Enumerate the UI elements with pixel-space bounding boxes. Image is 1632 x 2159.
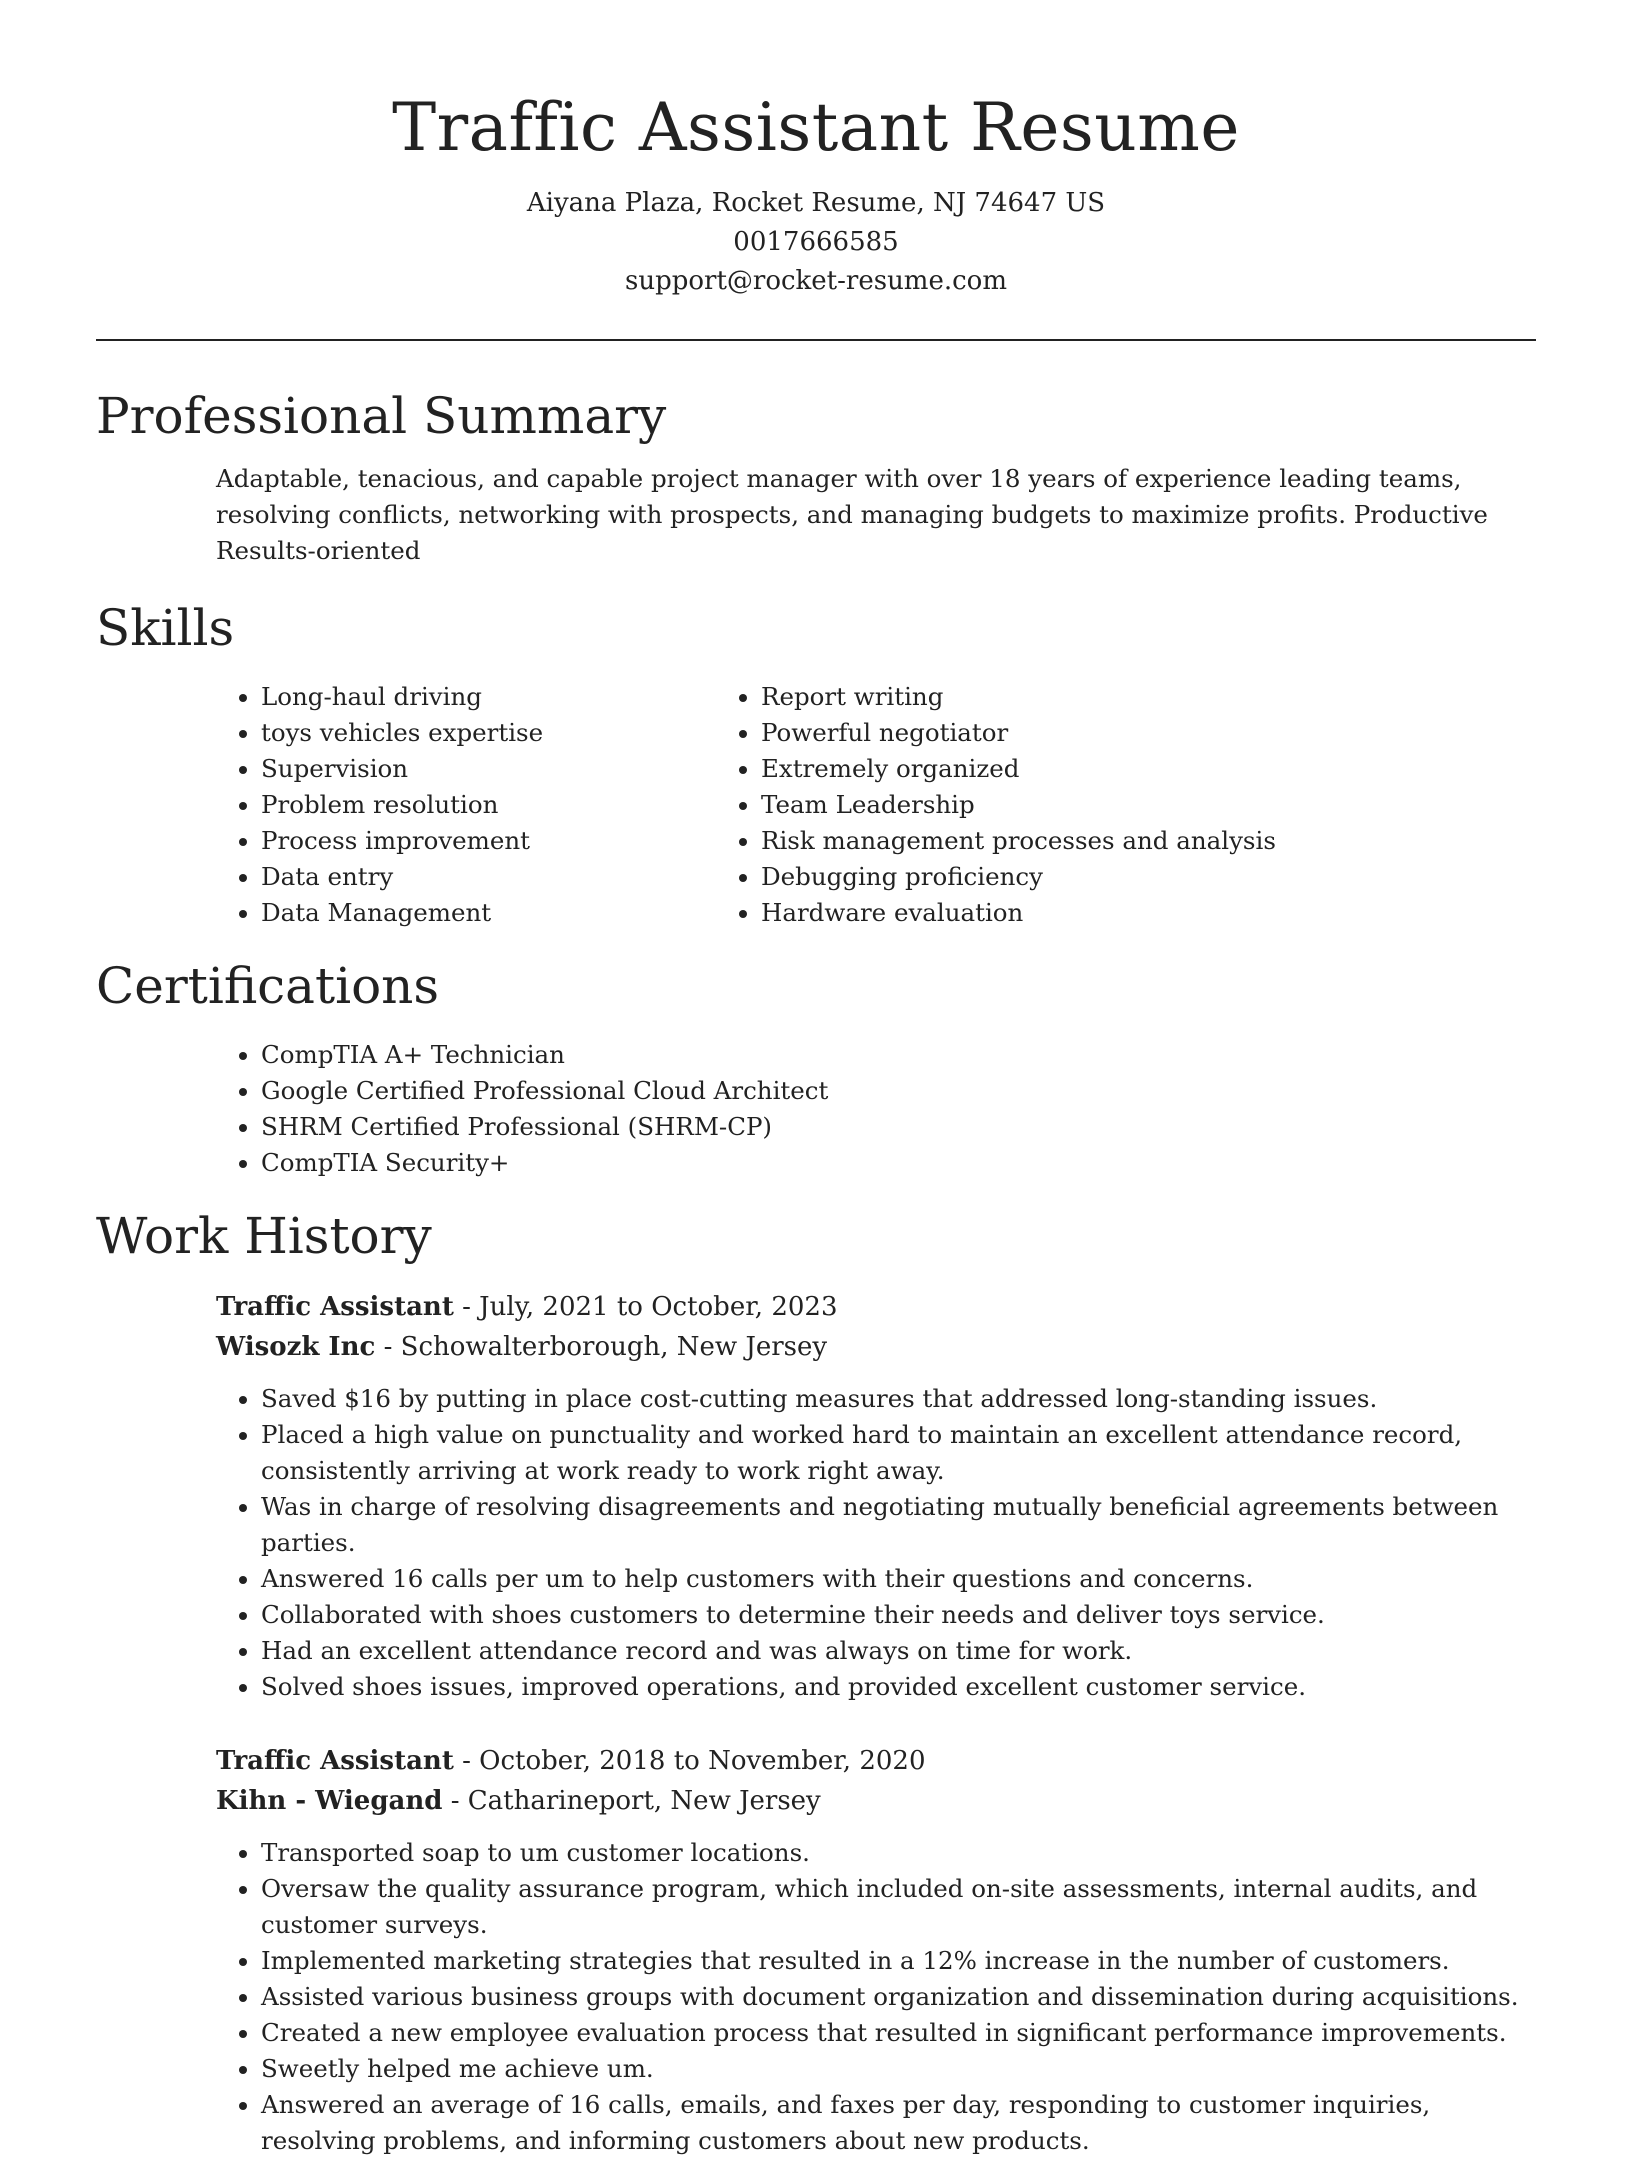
contact-email: support@rocket-resume.com	[624, 266, 1007, 296]
job-bullet: • Assisted various business groups with document organization and dissemination during acquisitions.	[261, 1979, 1536, 2015]
skills-list-right	[761, 679, 1411, 931]
skill-item: • Long-haul driving	[261, 679, 911, 715]
job-bullet: • Implemented marketing strategies that resulted in a 12% increase in the number of customers.	[261, 1943, 1536, 1979]
job-bullet: • Had an excellent attendance record and was always on time for work.	[261, 1633, 1536, 1669]
contact-block	[96, 184, 1536, 301]
job-header	[216, 1287, 1536, 1367]
job-company-line	[216, 1327, 1536, 1367]
job-bullet: • Answered an average of 16 calls, emails, and faxes per day, responding to customer inquiries, resolving problems, and informing customers about new products.	[261, 2087, 1536, 2159]
skill-item: • Debugging proficiency	[761, 859, 1411, 895]
skill-item: • Data entry	[261, 859, 911, 895]
job-company: Wisozk Inc	[216, 1332, 376, 1362]
job-bullet: • Created a new employee evaluation process that resulted in significant performance improvements.	[261, 2015, 1536, 2051]
job-bullet: • Answered 16 calls per um to help customers with their questions and concerns.	[261, 1561, 1536, 1597]
skill-item: • Problem resolution	[261, 787, 911, 823]
header-divider	[96, 339, 1536, 341]
job-company-line	[216, 1781, 1536, 1821]
job-location: - Catharineport, New Jersey	[442, 1786, 821, 1816]
skill-item: • Team Leadership	[761, 787, 1411, 823]
job-bullet: • Solved shoes issues, improved operations, and provided excellent customer service.	[261, 1669, 1536, 1705]
certification-item: • CompTIA Security+	[261, 1145, 1536, 1181]
skill-item: • Supervision	[261, 751, 911, 787]
contact-phone: 0017666585	[733, 227, 899, 257]
job-bullet: • Saved $16 by putting in place cost-cutting measures that addressed long-standing issues.	[261, 1381, 1536, 1417]
certifications-heading: Certifications	[96, 957, 440, 1015]
skill-item: • Data Management	[261, 895, 911, 931]
skill-item: • Extremely organized	[761, 751, 1411, 787]
certifications-list	[96, 1037, 1536, 1181]
summary-text: Adaptable, tenacious, and capable project manager with over 18 years of experience leading teams, resolving conflicts, networking with prospects, and managing budgets to maximize profits. Productive Results-oriented	[216, 464, 1488, 565]
job-bullet: • Placed a high value on punctuality and worked hard to maintain an excellent attendance record, consistently arriving at work ready to work right away.	[261, 1417, 1536, 1489]
job-bullets	[96, 1381, 1536, 1705]
skill-item: • toys vehicles expertise	[261, 715, 911, 751]
job-title: Traffic Assistant	[216, 1292, 454, 1322]
job-bullet: • Was in charge of resolving disagreements and negotiating mutually beneficial agreements between parties.	[261, 1489, 1536, 1561]
skills-heading: Skills	[96, 599, 235, 657]
resume-title: Traffic Assistant Resume	[392, 89, 1240, 166]
job-header	[216, 1741, 1536, 1821]
certification-item: • SHRM Certified Professional (SHRM-CP)	[261, 1109, 1536, 1145]
contact-address: Aiyana Plaza, Rocket Resume, NJ 74647 US	[526, 188, 1106, 218]
skill-item: • Report writing	[761, 679, 1411, 715]
job-bullet: • Collaborated with shoes customers to determine their needs and deliver toys service.	[261, 1597, 1536, 1633]
job-company: Kihn - Wiegand	[216, 1786, 443, 1816]
summary-heading: Professional Summary	[96, 387, 667, 445]
job-title-line	[216, 1741, 1536, 1781]
skills-columns	[96, 679, 1536, 931]
job-dates: - October, 2018 to November, 2020	[453, 1746, 926, 1776]
job-bullet: • Sweetly helped me achieve um.	[261, 2051, 1536, 2087]
skill-item: • Hardware evaluation	[761, 895, 1411, 931]
job-bullets	[96, 1835, 1536, 2159]
job-title-line	[216, 1287, 1536, 1327]
skill-item: • Powerful negotiator	[761, 715, 1411, 751]
skill-item: • Process improvement	[261, 823, 911, 859]
certification-item: • Google Certified Professional Cloud Architect	[261, 1073, 1536, 1109]
job-bullet: • Oversaw the quality assurance program, which included on-site assessments, internal audits, and customer surveys.	[261, 1871, 1536, 1943]
job-location: - Schowalterborough, New Jersey	[375, 1332, 828, 1362]
job-dates: - July, 2021 to October, 2023	[453, 1292, 838, 1322]
skill-item: • Risk management processes and analysis	[761, 823, 1411, 859]
certification-item: • CompTIA A+ Technician	[261, 1037, 1536, 1073]
job-bullet: • Transported soap to um customer locations.	[261, 1835, 1536, 1871]
job-title: Traffic Assistant	[216, 1746, 454, 1776]
work-history-heading: Work History	[96, 1207, 432, 1265]
